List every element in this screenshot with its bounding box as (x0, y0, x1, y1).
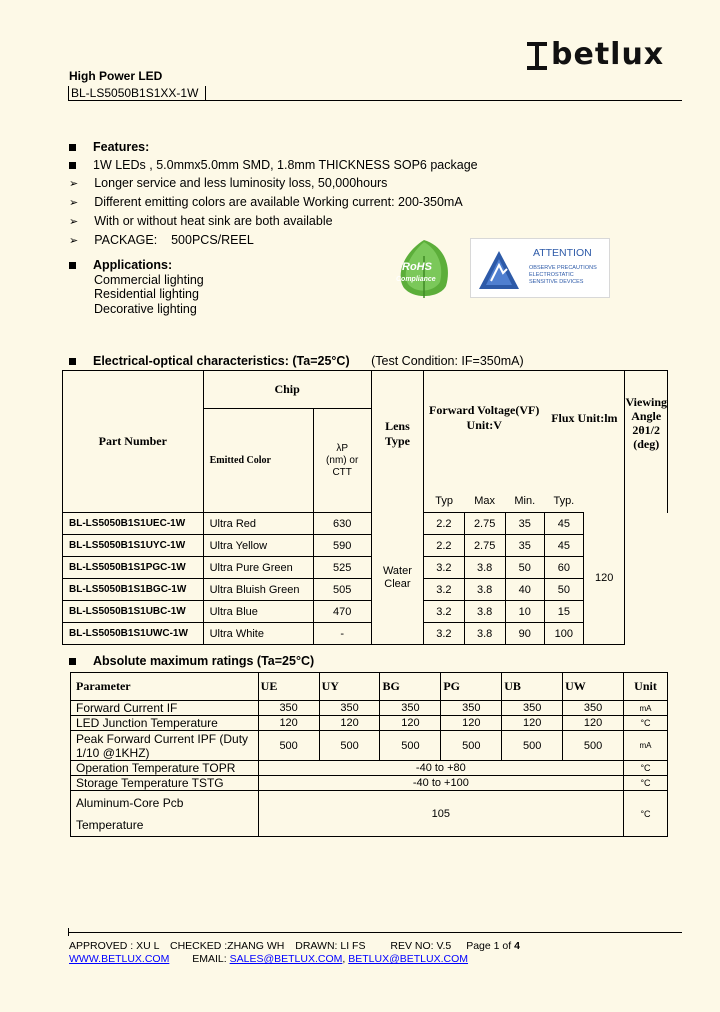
value-cell: 120 (563, 716, 624, 731)
unit-cell: °C (624, 776, 668, 791)
wavelength: 590 (313, 535, 371, 557)
feature-text: Longer service and less luminosity loss, 50,000hours (94, 176, 388, 190)
flux-min: 35 (505, 513, 544, 535)
wavelength: 470 (313, 601, 371, 623)
footer-rule (68, 932, 682, 933)
col-lens-type: Lens Type (371, 371, 423, 513)
param-line: Aluminum-Core Pcb (76, 795, 184, 810)
col-pg: PG (441, 673, 502, 701)
table-row (71, 776, 668, 791)
value-cell: 120 (380, 716, 441, 731)
col-uw: UW (563, 673, 624, 701)
value-cell: 120 (258, 716, 319, 731)
table-row (63, 535, 668, 557)
test-condition: (Test Condition: IF=350mA) (371, 354, 524, 368)
website-link[interactable]: WWW.BETLUX.COM (69, 953, 170, 965)
sub-header-max: Max (474, 495, 496, 508)
lens-value-line: Clear (384, 578, 411, 591)
sub-header-typ2: Typ. (553, 495, 575, 508)
attention-label: ATTENTION (533, 247, 592, 259)
col-viewing-angle: Viewing Angle 2θ1/2 (deg) (625, 371, 668, 513)
square-bullet-icon (69, 144, 76, 151)
checked-by: CHECKED :ZHANG WH (169, 940, 285, 952)
applications-heading-row (69, 258, 204, 273)
vf-max: 3.8 (464, 601, 505, 623)
part-number: BL-LS5050B1S1BGC-1W (63, 579, 204, 601)
footer-approvals (69, 940, 520, 952)
square-bullet-icon (69, 358, 76, 365)
revision: REV NO: V.5 (390, 940, 452, 952)
col-unit: Unit (624, 673, 668, 701)
value-cell: 500 (441, 731, 502, 761)
wavelength: 505 (313, 579, 371, 601)
value-cell: 500 (502, 731, 563, 761)
esd-line: ELECTROSTATIC (529, 272, 574, 278)
esd-text (529, 265, 597, 286)
unit-cell: mA (624, 731, 668, 761)
value-cell: 350 (380, 701, 441, 716)
part-number: BL-LS5050B1S1UBC-1W (63, 601, 204, 623)
esd-line: OBSERVE PRECAUTIONS (529, 265, 597, 271)
col-ub: UB (502, 673, 563, 701)
betlux-email-link[interactable]: BETLUX@BETLUX.COM (348, 953, 469, 965)
sub-header-min: Min. (514, 495, 536, 508)
eo-table (62, 370, 668, 645)
lens-type-value (371, 513, 423, 645)
param-label: Peak Forward Current IPF (Duty 1/10 @1KHZ) (71, 731, 259, 761)
esd-line: SENSITIVE DEVICES (529, 279, 584, 285)
logo-mark-icon (525, 40, 551, 72)
list-item: Residential lighting (94, 287, 199, 301)
vf-max: 3.8 (464, 579, 505, 601)
value-cell: 120 (502, 716, 563, 731)
col-chip: Chip (203, 371, 371, 409)
col-part-number: Part Number (63, 371, 204, 513)
arrow-bullet-icon: ➢ (69, 216, 79, 228)
flux-min: 40 (505, 579, 544, 601)
emitted-color: Ultra Blue (203, 601, 313, 623)
col-bg: BG (380, 673, 441, 701)
emitted-color: Ultra Bluish Green (203, 579, 313, 601)
flux-min: 10 (505, 601, 544, 623)
vf-typ: 3.2 (424, 579, 465, 601)
value-cell: -40 to +80 (258, 761, 623, 776)
doc-title: High Power LED (69, 69, 163, 83)
part-number: BL-LS5050B1S1PGC-1W (63, 557, 204, 579)
col-forward-voltage: Forward Voltage(VF) Unit:V (424, 371, 545, 491)
value-cell: 350 (319, 701, 380, 716)
feature-text: PACKAGE: 500PCS/REEL (94, 233, 254, 247)
features-heading-row (69, 138, 589, 156)
value-cell: 500 (258, 731, 319, 761)
amr-table (70, 672, 668, 837)
lens-value-line: Water (382, 565, 412, 578)
arrow-bullet-icon: ➢ (69, 178, 79, 190)
table-header-row (71, 673, 668, 701)
list-item: Decorative lighting (94, 301, 197, 316)
value-cell: 500 (563, 731, 624, 761)
eo-heading-row (69, 352, 524, 370)
vf-max: 2.75 (464, 535, 505, 557)
square-bullet-icon (69, 658, 76, 665)
flux-min: 50 (505, 557, 544, 579)
value-cell: 105 (258, 791, 623, 837)
param-label: Forward Current IF (71, 701, 259, 716)
col-flux: Flux Unit:lm (544, 371, 625, 491)
col-uy: UY (319, 673, 380, 701)
header-rule (68, 100, 682, 101)
features-section (69, 138, 589, 250)
value-cell: 350 (502, 701, 563, 716)
value-cell: -40 to +100 (258, 776, 623, 791)
unit-cell: °C (624, 716, 668, 731)
esd-warning-icon (477, 249, 521, 291)
unit-cell: mA (624, 701, 668, 716)
value-cell: 120 (441, 716, 502, 731)
part-number: BL-LS5050B1S1UEC-1W (63, 513, 204, 535)
feature-text: 1W LEDs , 5.0mmx5.0mm SMD, 1.8mm THICKNESS SOP6 package (93, 158, 478, 172)
wavelength: 525 (313, 557, 371, 579)
vf-typ: 3.2 (424, 601, 465, 623)
wavelength-symbol: λP (336, 442, 348, 454)
emitted-color: Ultra White (203, 623, 313, 645)
table-row (71, 731, 668, 761)
divider (205, 86, 206, 101)
emitted-color: Ultra Yellow (203, 535, 313, 557)
arrow-bullet-icon: ➢ (69, 197, 79, 209)
feature-text: Different emitting colors are available Working current: 200-350mA (94, 195, 463, 209)
part-series: BL-LS5050B1S1XX-1W (71, 86, 199, 100)
drawn-by: DRAWN: LI FS (295, 940, 366, 952)
page-total: 4 (514, 940, 520, 952)
flux-min: 35 (505, 535, 544, 557)
table-row (71, 791, 668, 837)
table-row (71, 701, 668, 716)
table-row (63, 579, 668, 601)
flux-typ: 100 (544, 623, 583, 645)
wavelength: 630 (313, 513, 371, 535)
vf-typ: 2.2 (424, 513, 465, 535)
value-cell: 500 (319, 731, 380, 761)
unit-cell: °C (624, 791, 668, 837)
col-ue: UE (258, 673, 319, 701)
param-label: Operation Temperature TOPR (71, 761, 259, 776)
divider (68, 86, 69, 101)
col-emitted-color: Emitted Color (203, 409, 313, 513)
flux-min: 90 (505, 623, 544, 645)
amr-heading: Absolute maximum ratings (Ta=25°C) (93, 654, 315, 668)
flux-typ: 60 (544, 557, 583, 579)
brand-name: betlux (551, 37, 665, 72)
sub-header-typ: Typ (435, 495, 453, 508)
flux-typ: 45 (544, 513, 583, 535)
rohs-label: RoHS (402, 261, 432, 273)
vf-typ: 3.2 (424, 623, 465, 645)
sales-email-link[interactable]: SALES@BETLUX.COM (229, 953, 343, 965)
table-row (63, 623, 668, 645)
email-label: EMAIL: (192, 953, 227, 965)
param-line: Temperature (76, 817, 144, 832)
value-cell: 350 (258, 701, 319, 716)
approved-by: APPROVED : XU L (69, 940, 160, 952)
list-item (69, 212, 589, 231)
features-heading: Features: (93, 140, 150, 154)
table-row (63, 557, 668, 579)
brand-logo (525, 37, 665, 74)
vf-max: 2.75 (464, 513, 505, 535)
list-item (69, 193, 589, 212)
param-label: Storage Temperature TSTG (71, 776, 259, 791)
eo-heading: Electrical-optical characteristics: (Ta=25°C) (93, 354, 350, 368)
wavelength-ctt: CTT (332, 466, 352, 478)
list-item: Commercial lighting (94, 272, 204, 287)
param-label (71, 791, 259, 837)
part-number: BL-LS5050B1S1UWC-1W (63, 623, 204, 645)
part-number: BL-LS5050B1S1UYC-1W (63, 535, 204, 557)
viewing-angle-value: 120 (583, 513, 625, 645)
feature-text: With or without heat sink are both available (94, 214, 333, 228)
square-bullet-icon (69, 162, 76, 169)
value-cell: 500 (380, 731, 441, 761)
list-item (69, 156, 589, 174)
col-wavelength (313, 409, 371, 513)
flux-typ: 45 (544, 535, 583, 557)
flux-typ: 15 (544, 601, 583, 623)
vf-typ: 2.2 (424, 535, 465, 557)
arrow-bullet-icon: ➢ (69, 235, 79, 247)
unit-cell: °C (624, 761, 668, 776)
vf-max: 3.8 (464, 557, 505, 579)
esd-attention-badge (470, 238, 610, 298)
page-indicator: Page 1 of (466, 940, 512, 952)
table-row (71, 761, 668, 776)
table-row (63, 513, 668, 535)
wavelength: - (313, 623, 371, 645)
rohs-badge (394, 236, 454, 302)
col-parameter: Parameter (71, 673, 259, 701)
amr-heading-row (69, 652, 314, 670)
value-cell: 350 (563, 701, 624, 716)
flux-typ: 50 (544, 579, 583, 601)
value-cell: 120 (319, 716, 380, 731)
value-cell: 350 (441, 701, 502, 716)
emitted-color: Ultra Red (203, 513, 313, 535)
applications-heading: Applications: (93, 258, 173, 272)
wavelength-unit: (nm) or (326, 454, 359, 466)
param-label: LED Junction Temperature (71, 716, 259, 731)
email-separator: , (342, 953, 346, 965)
applications-section (69, 258, 204, 316)
vf-max: 3.8 (464, 623, 505, 645)
footer-contacts (69, 953, 468, 965)
list-item (69, 174, 589, 193)
compliance-label: Compliance (396, 276, 436, 283)
table-row (63, 601, 668, 623)
square-bullet-icon (69, 262, 76, 269)
table-row (71, 716, 668, 731)
vf-typ: 3.2 (424, 557, 465, 579)
emitted-color: Ultra Pure Green (203, 557, 313, 579)
